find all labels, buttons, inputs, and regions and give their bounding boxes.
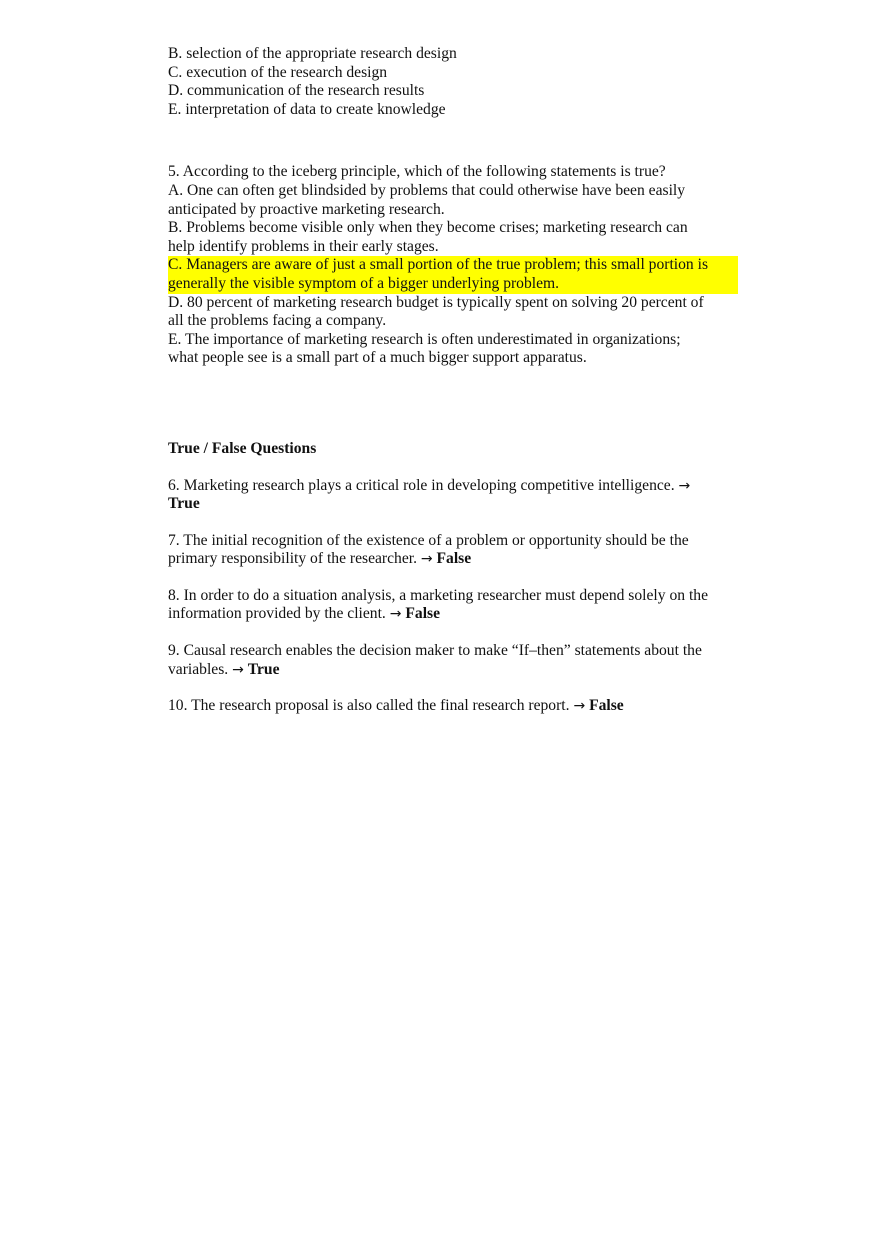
tf-question-6-text: 6. Marketing research plays a critical role in developing competitive intelligence.: [168, 476, 675, 494]
arrow-icon: →: [420, 551, 433, 568]
tf-question-10: [168, 697, 738, 716]
question-5-option-b-line-2: help identify problems in their early stages.: [168, 237, 439, 255]
tf-question-7-answer: False: [436, 550, 472, 568]
tf-question-9-answer: True: [247, 660, 280, 678]
option-b: B. selection of the appropriate research design: [168, 45, 457, 62]
question-5-option-c-line-2: generally the visible symptom of a bigger underlying problem.: [168, 274, 560, 292]
option-e: E. interpretation of data to create knowledge: [168, 100, 446, 118]
tf-question-7-text: primary responsibility of the researcher.: [168, 550, 417, 568]
arrow-icon: →: [389, 606, 402, 623]
question-5-option-c-line-1: C. Managers are aware of just a small portion of the true problem; this small portion is: [168, 256, 709, 274]
tf-question-6-answer: True: [168, 495, 200, 513]
arrow-icon: →: [573, 698, 586, 715]
tf-question-8-line-1: 8. In order to do a situation analysis, a marketing researcher must depend solely on the: [168, 586, 708, 604]
tf-question-9-text: variables.: [168, 660, 229, 678]
tf-question-8-answer: False: [405, 605, 441, 623]
arrow-icon: →: [678, 477, 691, 494]
tf-question-9: [168, 642, 738, 679]
tf-question-7: [168, 532, 738, 569]
tf-question-8: [168, 587, 738, 624]
highlighted-correct-answer: [168, 256, 738, 293]
tf-question-10-line-1: [168, 697, 738, 716]
question-5-option-d-line-1: D. 80 percent of marketing research budget is typically spent on solving 20 percent of: [168, 293, 704, 311]
previous-question-options: [168, 45, 738, 119]
question-5: [168, 163, 738, 368]
tf-question-9-line-2: [168, 661, 738, 680]
tf-question-6: [168, 477, 738, 514]
tf-question-10-text: 10. The research proposal is also called the final research report.: [168, 697, 570, 715]
tf-question-7-line-1: 7. The initial recognition of the existence of a problem or opportunity should be the: [168, 531, 689, 549]
question-5-option-a-line-1: A. One can often get blindsided by problems that could otherwise have been easily: [168, 181, 686, 199]
tf-question-10-answer: False: [589, 697, 624, 715]
arrow-icon: →: [232, 661, 244, 678]
tf-question-8-text: information provided by the client.: [168, 605, 386, 623]
tf-question-8-line-2: [168, 605, 738, 624]
question-5-option-b-line-1: B. Problems become visible only when they become crises; marketing research can: [168, 219, 688, 237]
tf-question-7-line-2: [168, 550, 738, 569]
question-5-option-d-line-2: all the problems facing a company.: [168, 312, 387, 330]
question-5-stem: 5. According to the iceberg principle, which of the following statements is true?: [168, 163, 666, 181]
tf-question-9-line-1: 9. Causal research enables the decision maker to make “If–then” statements about the: [168, 642, 702, 660]
question-5-option-e-line-2: what people see is a small part of a much bigger support apparatus.: [168, 349, 587, 367]
question-5-option-a-line-2: anticipated by proactive marketing research.: [168, 200, 445, 218]
document-page: [168, 45, 738, 734]
tf-question-6-line-1: [168, 477, 738, 496]
section-heading: True / False Questions: [168, 439, 317, 457]
option-c: C. execution of the research design: [168, 63, 388, 81]
question-5-option-e-line-1: E. The importance of marketing research is often underestimated in organizations;: [168, 330, 681, 348]
option-d: D. communication of the research results: [168, 82, 425, 100]
